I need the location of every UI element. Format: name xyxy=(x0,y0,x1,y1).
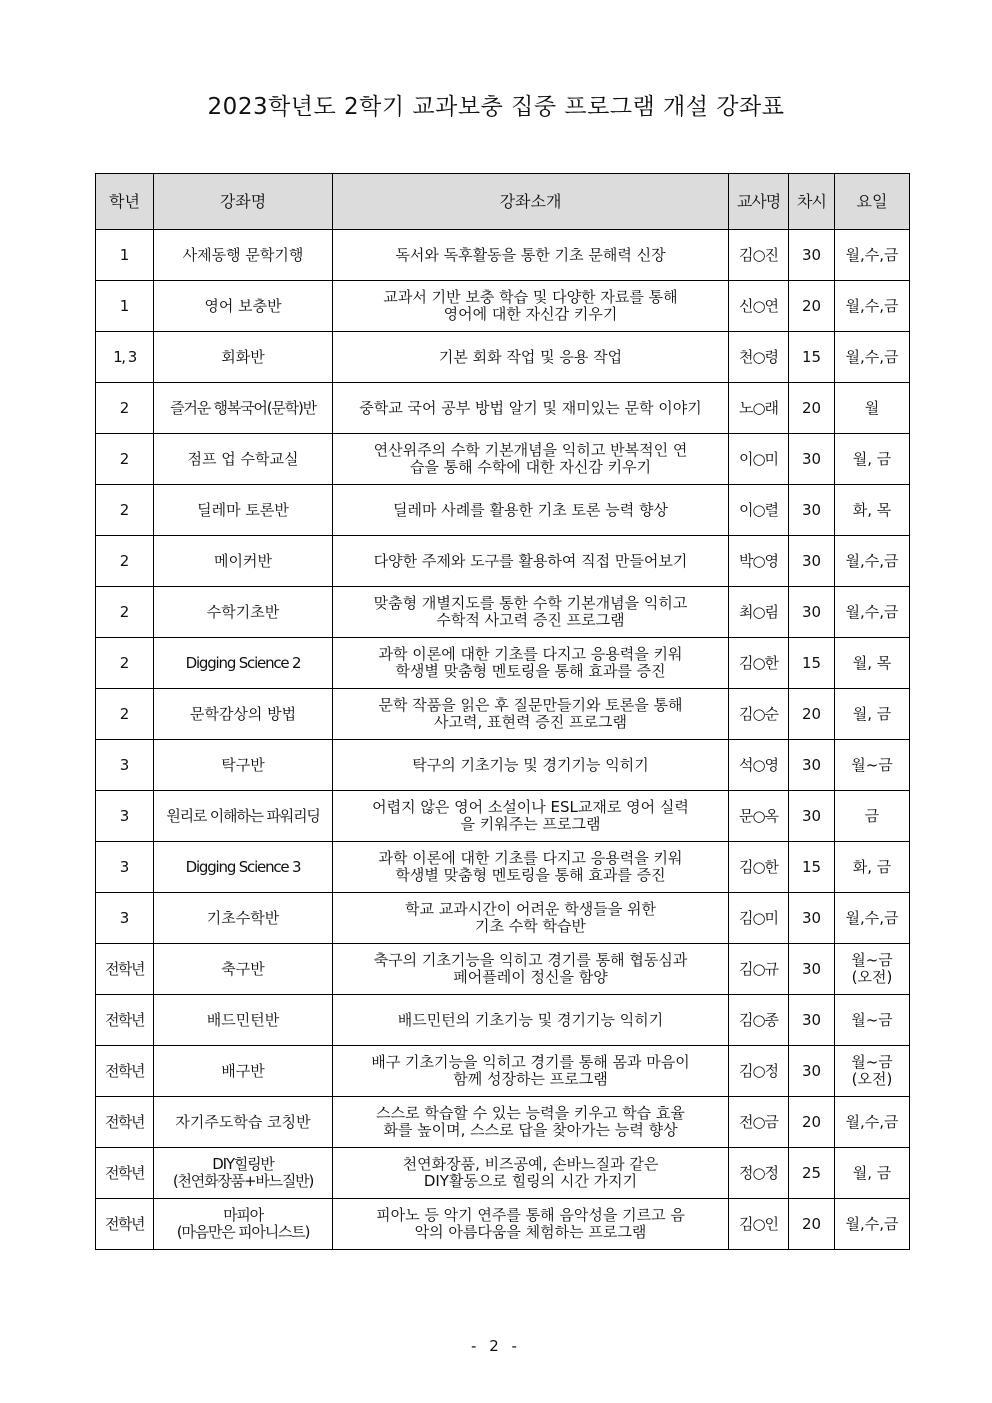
days-line: 월,수,금 xyxy=(845,245,899,264)
teacher-cell: 신○연 xyxy=(729,281,789,332)
days-line: 월, 금 xyxy=(852,449,892,468)
grade-cell: 전학년 xyxy=(96,1046,154,1097)
days-cell xyxy=(835,230,910,281)
teacher-cell: 이○렬 xyxy=(729,485,789,536)
course-intro-cell xyxy=(333,995,729,1046)
teacher-cell: 정○정 xyxy=(729,1148,789,1199)
grade-cell: 2 xyxy=(96,383,154,434)
days-line: 월~금 xyxy=(851,951,893,969)
course-intro-cell xyxy=(333,230,729,281)
days-cell xyxy=(835,944,910,995)
header-teacher: 교사명 xyxy=(729,174,789,230)
sessions-cell: 30 xyxy=(789,893,835,944)
days-cell xyxy=(835,689,910,740)
course-name-cell xyxy=(154,281,333,332)
course-intro-cell xyxy=(333,689,729,740)
table-row xyxy=(96,842,910,893)
course-intro-line: 축구의 기초기능을 익히고 경기를 통해 협동심과 xyxy=(373,951,688,969)
course-name-cell xyxy=(154,842,333,893)
table-row xyxy=(96,995,910,1046)
table-row xyxy=(96,1199,910,1250)
course-intro-line: 악의 아름다움을 체험하는 프로그램 xyxy=(414,1223,647,1241)
course-intro-cell xyxy=(333,434,729,485)
teacher-cell: 김○정 xyxy=(729,1046,789,1097)
days-line: (오전) xyxy=(851,968,893,986)
grade-cell: 전학년 xyxy=(96,944,154,995)
course-intro-line: 수학적 사고력 증진 프로그램 xyxy=(436,611,625,629)
course-name-line: 원리로 이해하는 파워리딩 xyxy=(166,806,320,825)
course-name-cell xyxy=(154,995,333,1046)
header-sessions: 차시 xyxy=(789,174,835,230)
days-line: 화, 목 xyxy=(852,500,892,519)
course-intro-line: 문학 작품을 읽은 후 질문만들기와 토론을 통해 xyxy=(378,696,683,714)
course-intro-cell xyxy=(333,944,729,995)
sessions-cell: 30 xyxy=(789,587,835,638)
course-intro-line: 영어에 대한 자신감 키우기 xyxy=(443,305,618,323)
teacher-cell: 박○영 xyxy=(729,536,789,587)
course-intro-line: 딜레마 사례를 활용한 기초 토론 능력 향상 xyxy=(393,500,668,519)
days-line: 월, 목 xyxy=(852,653,892,672)
days-cell xyxy=(835,281,910,332)
days-cell xyxy=(835,638,910,689)
teacher-cell: 최○림 xyxy=(729,587,789,638)
days-cell xyxy=(835,995,910,1046)
course-intro-cell xyxy=(333,587,729,638)
course-intro-cell xyxy=(333,1046,729,1097)
course-name-line: (마음만은 피아니스트) xyxy=(176,1223,310,1241)
course-intro-line: 과학 이론에 대한 기초를 다지고 응용력을 키워 xyxy=(378,849,683,867)
grade-cell: 3 xyxy=(96,740,154,791)
course-intro-line: 연산위주의 수학 기본개념을 익히고 반복적인 연 xyxy=(373,441,688,459)
course-intro-line: 을 키워주는 프로그램 xyxy=(460,815,601,833)
course-name-line: 즐거운 행복국어(문학)반 xyxy=(170,398,316,417)
course-name-cell xyxy=(154,1148,333,1199)
course-name-cell xyxy=(154,689,333,740)
course-intro-cell xyxy=(333,1199,729,1250)
days-line: 월,수,금 xyxy=(845,551,899,570)
teacher-cell: 김○종 xyxy=(729,995,789,1046)
grade-cell: 3 xyxy=(96,842,154,893)
teacher-cell: 노○래 xyxy=(729,383,789,434)
table-row xyxy=(96,587,910,638)
sessions-cell: 20 xyxy=(789,1199,835,1250)
course-intro-cell xyxy=(333,281,729,332)
table-row xyxy=(96,944,910,995)
course-intro-cell xyxy=(333,740,729,791)
grade-cell: 2 xyxy=(96,434,154,485)
course-name-line: 탁구반 xyxy=(221,755,265,774)
sessions-cell: 20 xyxy=(789,281,835,332)
course-intro-line: 독서와 독후활동을 통한 기초 문해력 신장 xyxy=(395,245,666,264)
course-intro-line: 기초 수학 학습반 xyxy=(475,917,586,935)
days-cell xyxy=(835,383,910,434)
days-line: 월,수,금 xyxy=(845,1214,899,1233)
course-name-line: DIY힐링반 xyxy=(212,1155,274,1173)
teacher-cell: 천○령 xyxy=(729,332,789,383)
grade-cell: 3 xyxy=(96,893,154,944)
grade-cell: 2 xyxy=(96,587,154,638)
course-intro-cell xyxy=(333,332,729,383)
table-row xyxy=(96,536,910,587)
course-intro-line: 과학 이론에 대한 기초를 다지고 응용력을 키워 xyxy=(378,645,683,663)
course-name-cell xyxy=(154,740,333,791)
teacher-cell: 김○미 xyxy=(729,893,789,944)
days-cell xyxy=(835,1199,910,1250)
course-intro-line: 학생별 맞춤형 멘토링을 통해 효과를 증진 xyxy=(395,662,666,680)
course-name-line: 축구반 xyxy=(221,959,265,978)
course-name-cell xyxy=(154,1097,333,1148)
course-name-cell xyxy=(154,332,333,383)
days-line: 월,수,금 xyxy=(845,908,899,927)
table-row xyxy=(96,1097,910,1148)
sessions-cell: 15 xyxy=(789,842,835,893)
days-cell xyxy=(835,434,910,485)
course-intro-line: 학생별 맞춤형 멘토링을 통해 효과를 증진 xyxy=(395,866,666,884)
days-cell xyxy=(835,1148,910,1199)
grade-cell: 전학년 xyxy=(96,1148,154,1199)
days-line: 월~금 xyxy=(851,1053,893,1071)
course-intro-line: 배드민턴의 기초기능 및 경기기능 익히기 xyxy=(397,1010,664,1029)
course-intro-cell xyxy=(333,1148,729,1199)
days-line: 금 xyxy=(864,806,880,825)
days-cell xyxy=(835,842,910,893)
table-row xyxy=(96,383,910,434)
course-name-cell xyxy=(154,383,333,434)
days-line: 월~금 xyxy=(851,755,893,774)
days-line: 월~금 xyxy=(851,1010,893,1029)
course-intro-line: 페어플레이 정신을 함양 xyxy=(453,968,608,986)
course-name-line: 자기주도학습 코칭반 xyxy=(175,1112,311,1131)
days-line: (오전) xyxy=(851,1070,893,1088)
course-name-line: 회화반 xyxy=(221,347,265,366)
course-name-line: 마피아 xyxy=(223,1206,263,1224)
sessions-cell: 30 xyxy=(789,995,835,1046)
page-number: - 2 - xyxy=(471,1337,521,1355)
table-row xyxy=(96,689,910,740)
course-intro-line: 탁구의 기초기능 및 경기기능 익히기 xyxy=(412,755,649,774)
course-name-cell xyxy=(154,587,333,638)
days-line: 월,수,금 xyxy=(845,602,899,621)
course-intro-line: 기본 회화 작업 및 응용 작업 xyxy=(438,347,623,366)
course-name-line: 딜레마 토론반 xyxy=(197,500,289,519)
course-name-line: 배구반 xyxy=(221,1061,265,1080)
course-intro-cell xyxy=(333,383,729,434)
course-name-line: (천연화장품+바느질반) xyxy=(172,1172,314,1190)
sessions-cell: 30 xyxy=(789,1046,835,1097)
course-name-cell xyxy=(154,485,333,536)
grade-cell: 2 xyxy=(96,638,154,689)
course-intro-line: 습을 통해 수학에 대한 자신감 키우기 xyxy=(409,458,652,476)
teacher-cell: 김○한 xyxy=(729,842,789,893)
course-intro-cell xyxy=(333,1097,729,1148)
course-name-line: 문학감상의 방법 xyxy=(189,704,297,723)
table-row xyxy=(96,893,910,944)
days-line: 월, 금 xyxy=(852,1163,892,1182)
course-name-line: 기초수학반 xyxy=(206,908,280,927)
sessions-cell: 25 xyxy=(789,1148,835,1199)
table-row xyxy=(96,740,910,791)
course-intro-line: 천연화장품, 비즈공예, 손바느질과 같은 xyxy=(402,1155,659,1173)
course-intro-line: 학교 교과시간이 어려운 학생들을 위한 xyxy=(405,900,656,918)
grade-cell: 전학년 xyxy=(96,1199,154,1250)
course-name-cell xyxy=(154,1046,333,1097)
course-intro-cell xyxy=(333,842,729,893)
course-intro-line: DIY활동으로 힐링의 시간 가지기 xyxy=(423,1172,638,1190)
days-cell xyxy=(835,1046,910,1097)
sessions-cell: 30 xyxy=(789,536,835,587)
course-intro-line: 배구 기초기능을 익히고 경기를 통해 몸과 마음이 xyxy=(371,1053,690,1071)
course-name-line: 점프 업 수학교실 xyxy=(187,449,299,468)
course-intro-line: 피아노 등 악기 연주를 통해 음악성을 기르고 음 xyxy=(376,1206,685,1224)
table-row xyxy=(96,485,910,536)
table-row xyxy=(96,332,910,383)
course-intro-line: 교과서 기반 보충 학습 및 다양한 자료를 통해 xyxy=(383,288,678,306)
table-row xyxy=(96,791,910,842)
teacher-cell: 김○인 xyxy=(729,1199,789,1250)
course-intro-line: 다양한 주제와 도구를 활용하여 직접 만들어보기 xyxy=(373,551,688,570)
days-cell xyxy=(835,893,910,944)
header-course: 강좌명 xyxy=(154,174,333,230)
sessions-cell: 20 xyxy=(789,383,835,434)
course-name-cell xyxy=(154,893,333,944)
grade-cell: 전학년 xyxy=(96,995,154,1046)
teacher-cell: 김○순 xyxy=(729,689,789,740)
grade-cell: 1 xyxy=(96,230,154,281)
course-intro-cell xyxy=(333,791,729,842)
course-name-cell xyxy=(154,944,333,995)
course-name-cell xyxy=(154,791,333,842)
course-intro-line: 함께 성장하는 프로그램 xyxy=(453,1070,608,1088)
days-line: 화, 금 xyxy=(852,857,892,876)
sessions-cell: 30 xyxy=(789,230,835,281)
course-name-line: Digging Science 3 xyxy=(185,857,301,876)
course-name-line: 메이커반 xyxy=(214,551,272,570)
course-intro-cell xyxy=(333,638,729,689)
header-intro: 강좌소개 xyxy=(333,174,729,230)
days-cell xyxy=(835,536,910,587)
header-days: 요일 xyxy=(835,174,910,230)
sessions-cell: 30 xyxy=(789,434,835,485)
course-name-line: 영어 보충반 xyxy=(204,296,282,315)
days-cell xyxy=(835,332,910,383)
table-row xyxy=(96,230,910,281)
days-cell xyxy=(835,791,910,842)
sessions-cell: 15 xyxy=(789,332,835,383)
teacher-cell: 석○영 xyxy=(729,740,789,791)
table-row xyxy=(96,434,910,485)
grade-cell: 2 xyxy=(96,536,154,587)
sessions-cell: 30 xyxy=(789,485,835,536)
sessions-cell: 20 xyxy=(789,689,835,740)
days-line: 월,수,금 xyxy=(845,296,899,315)
course-name-cell xyxy=(154,638,333,689)
course-name-cell xyxy=(154,434,333,485)
table-header-row xyxy=(96,174,910,230)
teacher-cell: 이○미 xyxy=(729,434,789,485)
course-intro-cell xyxy=(333,893,729,944)
grade-cell: 1, 3 xyxy=(96,332,154,383)
course-name-cell xyxy=(154,1199,333,1250)
course-intro-line: 화를 높이며, 스스로 답을 찾아가는 능력 향상 xyxy=(383,1121,678,1139)
course-intro-cell xyxy=(333,536,729,587)
days-cell xyxy=(835,485,910,536)
teacher-cell: 김○한 xyxy=(729,638,789,689)
course-name-cell xyxy=(154,536,333,587)
course-intro-line: 중학교 국어 공부 방법 알기 및 재미있는 문학 이야기 xyxy=(359,398,702,417)
grade-cell: 2 xyxy=(96,485,154,536)
course-intro-line: 사고력, 표현력 증진 프로그램 xyxy=(434,713,627,731)
course-table xyxy=(95,173,910,1250)
days-cell xyxy=(835,740,910,791)
header-grade: 학년 xyxy=(96,174,154,230)
days-line: 월,수,금 xyxy=(845,347,899,366)
grade-cell: 1 xyxy=(96,281,154,332)
sessions-cell: 20 xyxy=(789,1097,835,1148)
teacher-cell: 문○옥 xyxy=(729,791,789,842)
table-row xyxy=(96,1148,910,1199)
teacher-cell: 전○금 xyxy=(729,1097,789,1148)
teacher-cell: 김○규 xyxy=(729,944,789,995)
grade-cell: 전학년 xyxy=(96,1097,154,1148)
course-name-line: Digging Science 2 xyxy=(185,653,301,672)
grade-cell: 3 xyxy=(96,791,154,842)
days-line: 월 xyxy=(864,398,880,417)
days-line: 월,수,금 xyxy=(845,1112,899,1131)
days-cell xyxy=(835,1097,910,1148)
days-cell xyxy=(835,587,910,638)
course-table-body xyxy=(96,230,910,1250)
course-name-cell xyxy=(154,230,333,281)
course-intro-line: 어렵지 않은 영어 소설이나 ESL교재로 영어 실력 xyxy=(372,798,689,816)
sessions-cell: 30 xyxy=(789,791,835,842)
grade-cell: 2 xyxy=(96,689,154,740)
course-name-line: 배드민턴반 xyxy=(206,1010,280,1029)
sessions-cell: 15 xyxy=(789,638,835,689)
table-row xyxy=(96,1046,910,1097)
days-line: 월, 금 xyxy=(852,704,892,723)
course-intro-line: 스스로 학습할 수 있는 능력을 키우고 학습 효율 xyxy=(376,1104,685,1122)
teacher-cell: 김○진 xyxy=(729,230,789,281)
table-row xyxy=(96,638,910,689)
course-name-line: 사제동행 문학기행 xyxy=(182,245,304,264)
course-name-line: 수학기초반 xyxy=(206,602,280,621)
sessions-cell: 30 xyxy=(789,740,835,791)
page-title: 2023학년도 2학기 교과보충 집중 프로그램 개설 강좌표 xyxy=(207,94,785,120)
course-intro-cell xyxy=(333,485,729,536)
table-row xyxy=(96,281,910,332)
course-intro-line: 맞춤형 개별지도를 통한 수학 기본개념을 익히고 xyxy=(373,594,688,612)
sessions-cell: 30 xyxy=(789,944,835,995)
